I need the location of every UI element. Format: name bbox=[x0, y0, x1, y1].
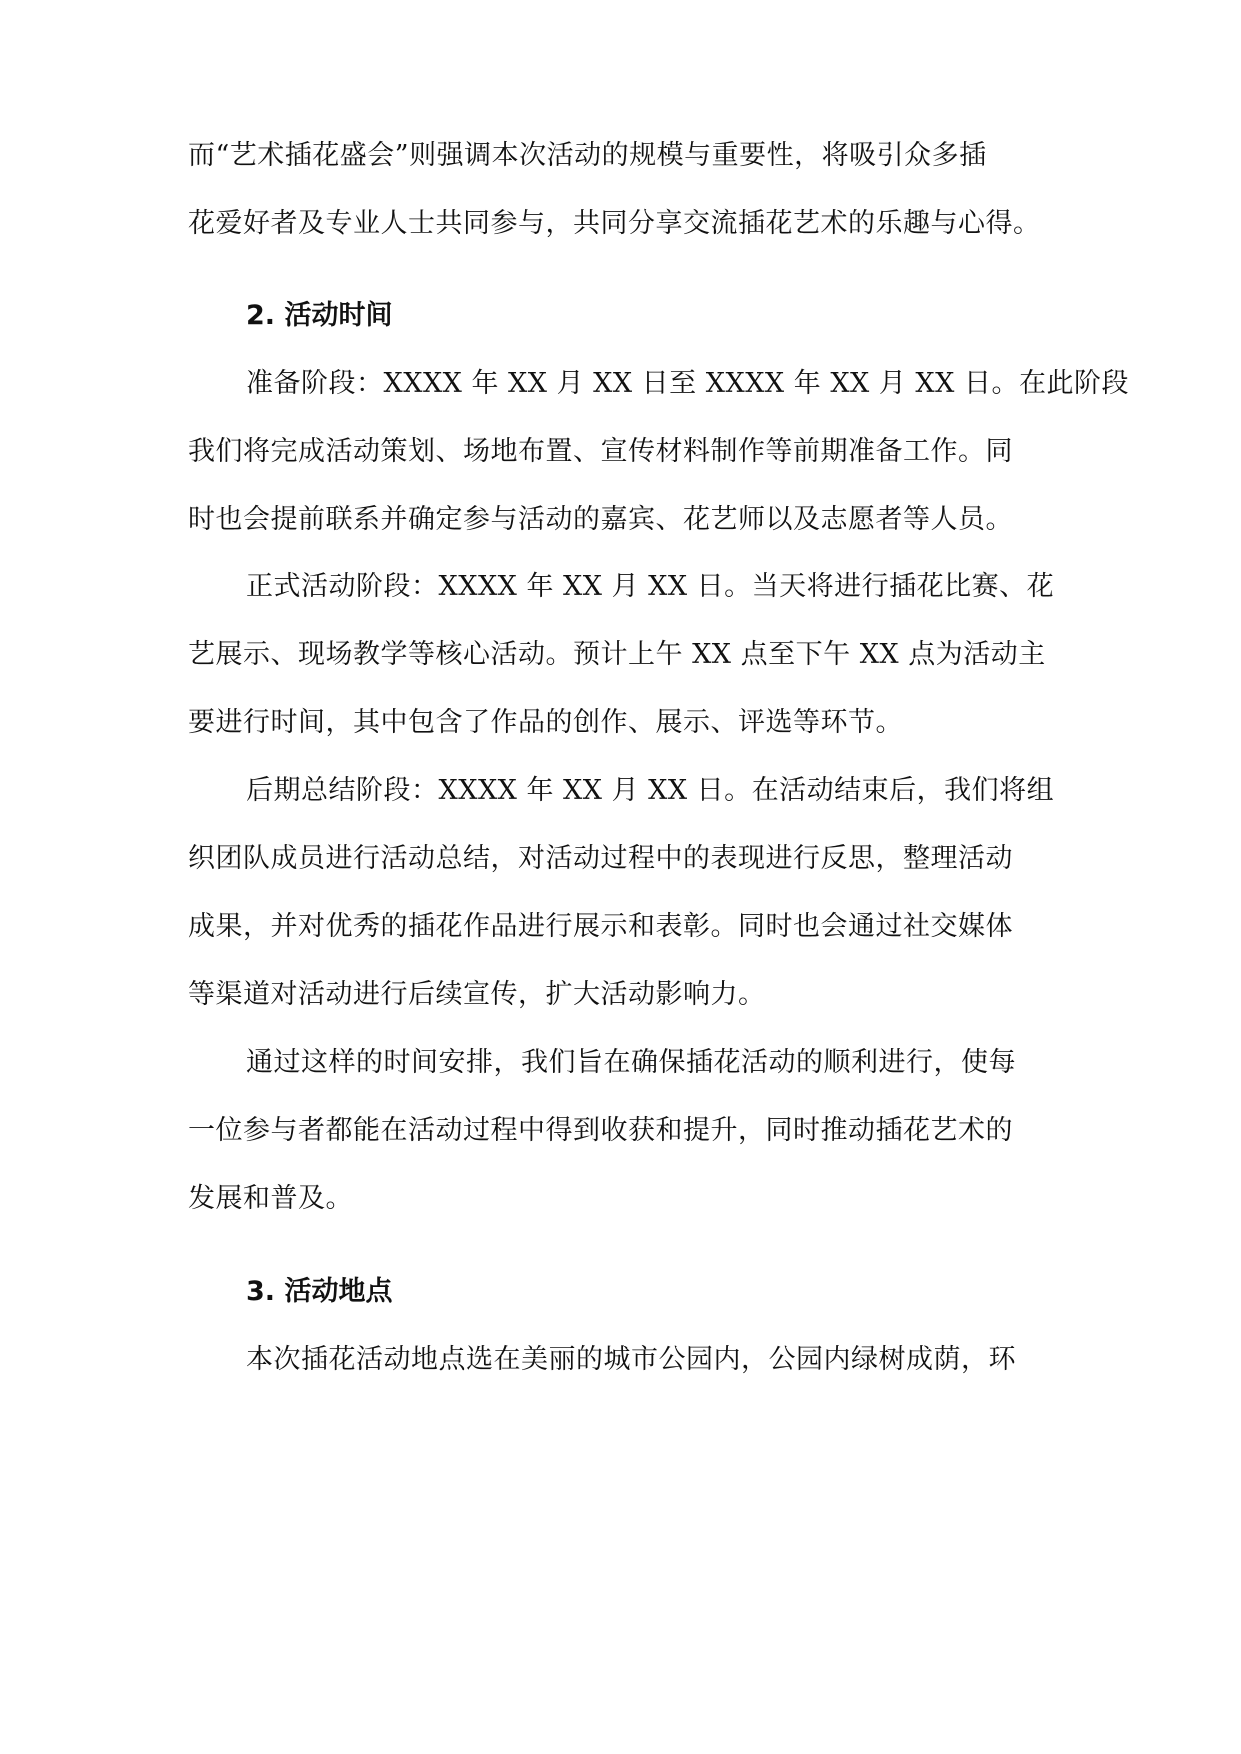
location-line-1: 本次插花活动地点选在美丽的城市公园内，公园内绿树成荫，环 bbox=[246, 1344, 1016, 1375]
prep-stage-line-3: 时也会提前联系并确定参与活动的嘉宾、花艺师以及志愿者等人员。 bbox=[188, 504, 1013, 535]
summary-stage-line-1: 后期总结阶段：XXXX 年 XX 月 XX 日。在活动结束后，我们将组 bbox=[246, 775, 1055, 806]
section-heading-activity-time: 2. 活动时间 bbox=[246, 300, 393, 331]
summary-stage-line-4: 等渠道对活动进行后续宣传，扩大活动影响力。 bbox=[188, 979, 766, 1010]
prep-stage-line-1: 准备阶段：XXXX 年 XX 月 XX 日至 XXXX 年 XX 月 XX 日。在此阶段 bbox=[246, 368, 1129, 399]
intro-line-2: 花爱好者及专业人士共同参与，共同分享交流插花艺术的乐趣与心得。 bbox=[188, 208, 1041, 239]
section-heading-activity-location: 3. 活动地点 bbox=[246, 1276, 393, 1307]
schedule-goal-line-1: 通过这样的时间安排，我们旨在确保插花活动的顺利进行，使每 bbox=[246, 1047, 1016, 1078]
prep-stage-line-2: 我们将完成活动策划、场地布置、宣传材料制作等前期准备工作。同 bbox=[188, 436, 1013, 467]
intro-line-1: 而“艺术插花盛会”则强调本次活动的规模与重要性，将吸引众多插 bbox=[188, 140, 987, 171]
schedule-goal-line-2: 一位参与者都能在活动过程中得到收获和提升，同时推动插花艺术的 bbox=[188, 1115, 1013, 1146]
summary-stage-line-3: 成果，并对优秀的插花作品进行展示和表彰。同时也会通过社交媒体 bbox=[188, 911, 1013, 942]
schedule-goal-line-3: 发展和普及。 bbox=[188, 1183, 353, 1214]
main-stage-line-1: 正式活动阶段：XXXX 年 XX 月 XX 日。当天将进行插花比赛、花 bbox=[246, 571, 1055, 602]
main-stage-line-3: 要进行时间，其中包含了作品的创作、展示、评选等环节。 bbox=[188, 707, 903, 738]
summary-stage-line-2: 织团队成员进行活动总结，对活动过程中的表现进行反思，整理活动 bbox=[188, 843, 1013, 874]
main-stage-line-2: 艺展示、现场教学等核心活动。预计上午 XX 点至下午 XX 点为活动主 bbox=[188, 639, 1046, 670]
